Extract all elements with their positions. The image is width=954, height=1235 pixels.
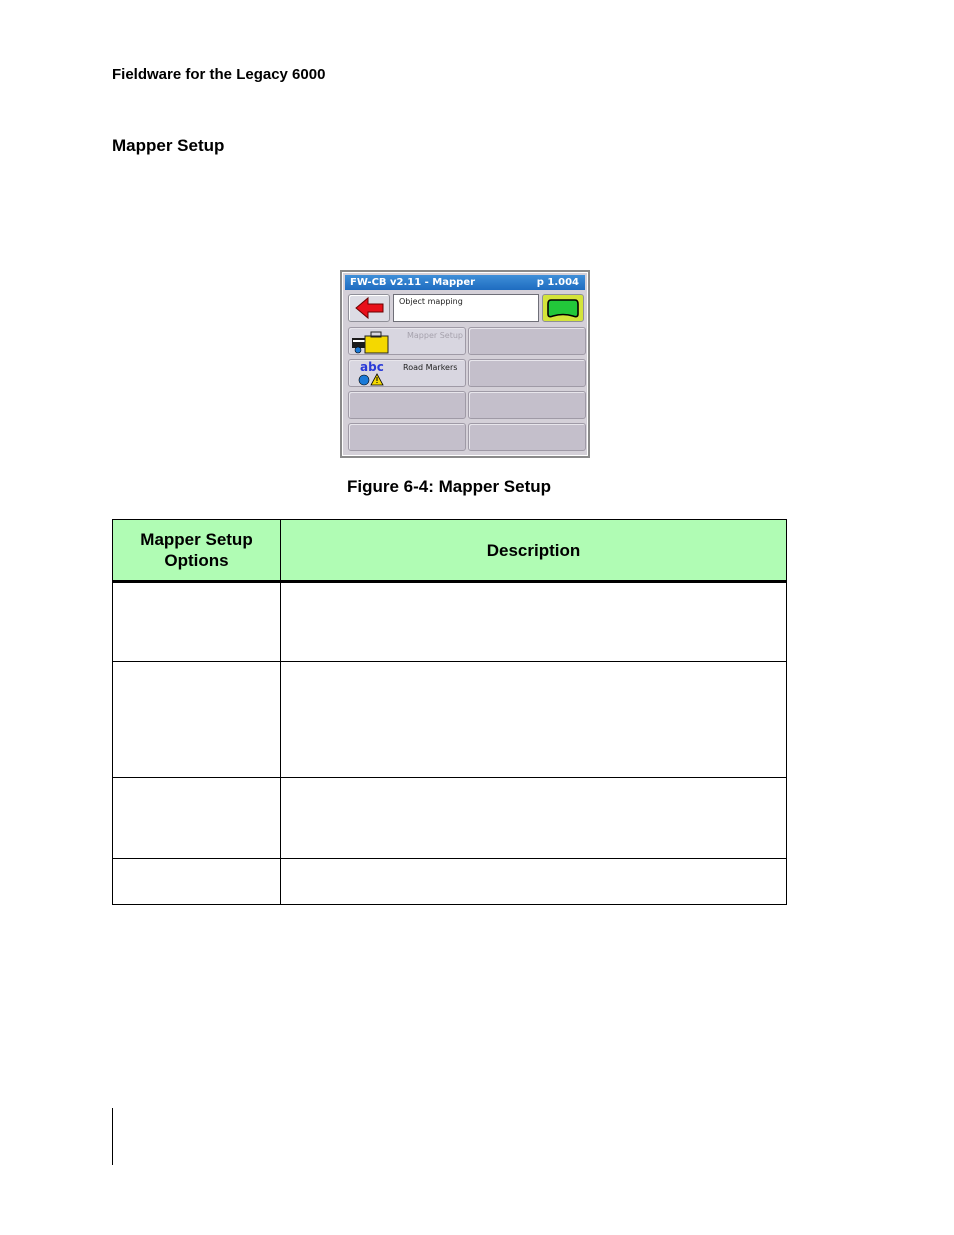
mapping-mode-field[interactable] bbox=[393, 294, 539, 322]
ok-button[interactable] bbox=[542, 294, 584, 322]
options-column-header: Mapper Setup Options bbox=[113, 520, 281, 582]
table-row bbox=[113, 662, 787, 778]
description-cell bbox=[281, 662, 787, 778]
road-markers-button[interactable] bbox=[348, 359, 466, 387]
empty-button-4[interactable] bbox=[468, 391, 586, 419]
road-markers-label: Road Markers bbox=[403, 363, 458, 372]
table-row bbox=[113, 582, 787, 662]
field-boundary-icon bbox=[543, 295, 583, 321]
option-cell bbox=[113, 582, 281, 662]
option-cell bbox=[113, 778, 281, 859]
empty-button-6[interactable] bbox=[468, 423, 586, 451]
vehicle-folder-icon bbox=[351, 329, 391, 355]
mapper-device-screen bbox=[340, 270, 590, 458]
empty-button-2[interactable] bbox=[468, 359, 586, 387]
back-button[interactable] bbox=[348, 294, 390, 322]
abc-shapes-icon bbox=[351, 361, 391, 387]
abc-icon-text: abc bbox=[360, 360, 384, 374]
back-arrow-icon bbox=[349, 295, 389, 321]
section-title: Mapper Setup bbox=[112, 136, 225, 155]
description-cell bbox=[281, 859, 787, 905]
description-column-header: Description bbox=[281, 520, 787, 582]
device-titlebar bbox=[345, 275, 585, 290]
mapper-setup-label: Mapper Setup bbox=[407, 331, 463, 340]
mapper-setup-button[interactable] bbox=[348, 327, 466, 355]
empty-button-5[interactable] bbox=[348, 423, 466, 451]
header-title: Fieldware for the Legacy 6000 bbox=[112, 66, 326, 83]
device-title: FW-CB v2.11 - Mapper bbox=[350, 277, 476, 288]
empty-button-3[interactable] bbox=[348, 391, 466, 419]
empty-button-1[interactable] bbox=[468, 327, 586, 355]
table-header-row bbox=[113, 520, 787, 582]
description-cell bbox=[281, 582, 787, 662]
table-row bbox=[113, 778, 787, 859]
margin-change-bar bbox=[112, 1108, 113, 1165]
figure-caption: Figure 6-4: Mapper Setup bbox=[346, 477, 552, 496]
option-cell bbox=[113, 662, 281, 778]
table-row bbox=[113, 859, 787, 905]
mapper-setup-options-table bbox=[112, 519, 787, 905]
description-cell bbox=[281, 778, 787, 859]
option-cell bbox=[113, 859, 281, 905]
device-page-number: p 1.004 bbox=[536, 277, 579, 288]
mapping-mode-value: Object mapping bbox=[399, 297, 463, 306]
